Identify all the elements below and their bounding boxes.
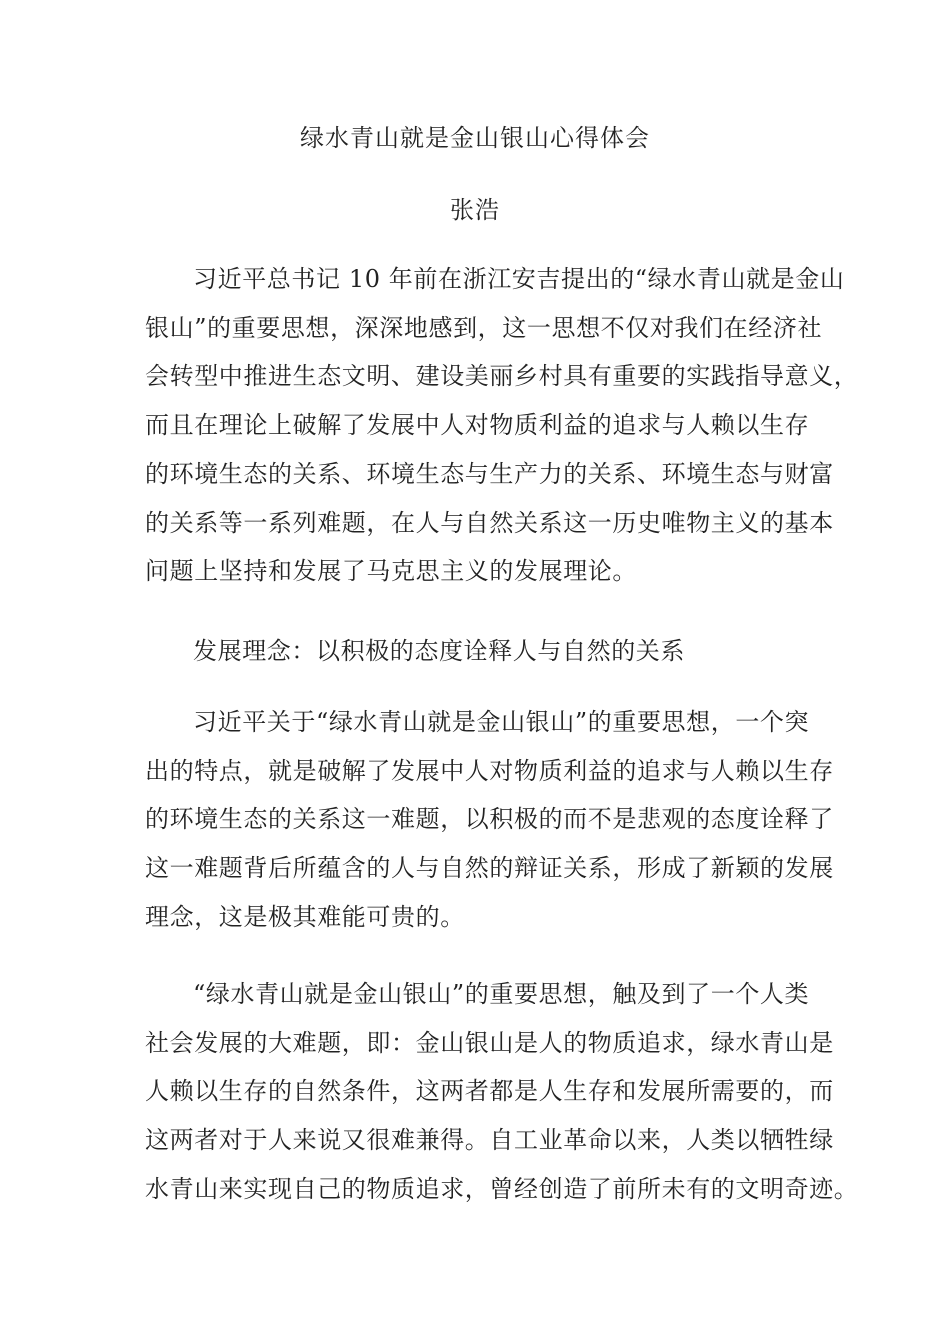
paragraph-line: 习近平总书记 10 年前在浙江安吉提出的“绿水青山就是金山 (193, 265, 845, 293)
section-heading (145, 627, 825, 676)
paragraph-line: 这一难题背后所蕴含的人与自然的辩证关系，形成了新颖的发展 (145, 854, 834, 883)
paragraph-line: 的关系等一系列难题，在人与自然关系这一历史唯物主义的基本 (145, 508, 834, 537)
paragraph-line: “绿水青山就是金山银山”的重要思想，触及到了一个人类 (193, 980, 810, 1008)
paragraph-line: 银山”的重要思想，深深地感到，这一思想不仅对我们在经济社 (145, 313, 823, 342)
paragraph-line: 这两者对于人来说又很难兼得。自工业革命以来，人类以牺牲绿 (145, 1126, 834, 1155)
paragraph-line: 理念，这是极其难能可贵的。 (145, 902, 465, 931)
paragraph-line: 的环境生态的关系、环境生态与生产力的关系、环境生态与财富 (145, 459, 834, 488)
document-author: 张浩 (450, 196, 500, 224)
paragraph-2 (145, 698, 834, 942)
section-heading-text: 发展理念：以积极的态度诠释人与自然的关系 (193, 637, 685, 665)
paragraph-line: 社会发展的大难题，即：金山银山是人的物质追求，绿水青山是 (145, 1028, 834, 1057)
paragraph-line: 出的特点，就是破解了发展中人对物质利益的追求与人赖以生存 (145, 756, 834, 785)
paragraph-line: 的环境生态的关系这一难题，以积极的而不是悲观的态度诠释了 (145, 805, 834, 834)
paragraph-1 (145, 255, 859, 596)
paragraph-line: 会转型中推进生态文明、建设美丽乡村具有重要的实践指导意义， (145, 362, 859, 391)
paragraph-line: 水青山来实现自己的物质追求，曾经创造了前所未有的文明奇迹。 (145, 1174, 859, 1203)
paragraph-line: 习近平关于“绿水青山就是金山银山”的重要思想，一个突 (193, 708, 810, 736)
paragraph-line: 而且在理论上破解了发展中人对物质利益的追求与人赖以生存 (145, 411, 810, 440)
paragraph-line: 人赖以生存的自然条件，这两者都是人生存和发展所需要的，而 (145, 1077, 834, 1106)
paragraph-3 (145, 970, 859, 1214)
paragraph-line: 问题上坚持和发展了马克思主义的发展理论。 (145, 557, 637, 586)
document-title: 绿水青山就是金山银山心得体会 (300, 124, 650, 152)
